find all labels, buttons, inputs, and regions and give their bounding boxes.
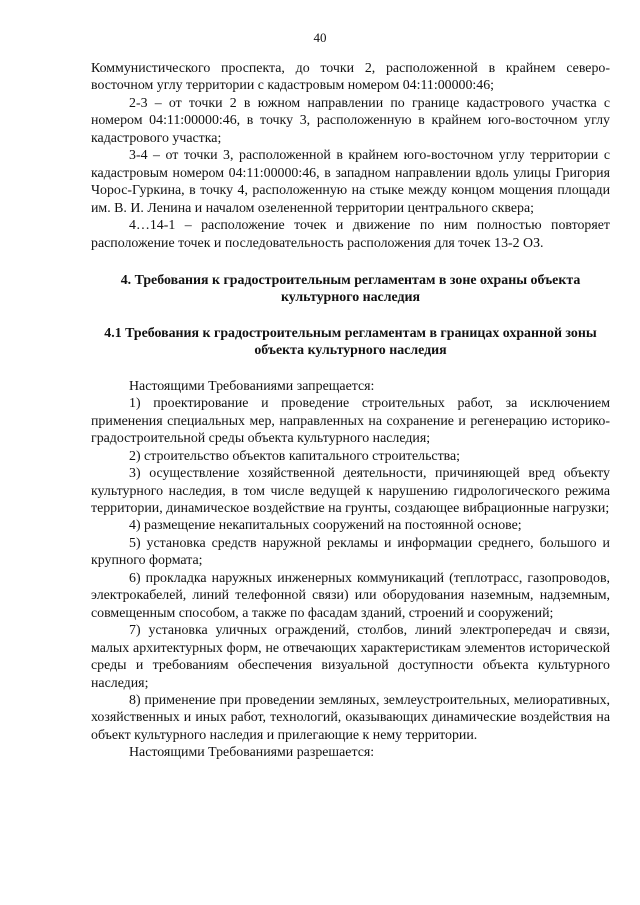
prohibited-item: 2) строительство объектов капитального строительства; bbox=[129, 448, 461, 464]
prohibited-intro: Настоящими Требованиями запрещается: bbox=[129, 378, 375, 394]
prohibited-item: 7) установка уличных ограждений, столбов, линий электропередач и связи, малых архитектурных форм, не отвечающих характеристикам элементов исторической среды и требованиям обеспечения визуальной доступности объекта культурного наследия; bbox=[91, 623, 610, 691]
boundary-paragraph-continued: Коммунистического проспекта, до точки 2, расположенной в крайнем северо-восточном углу территории с кадастровым номером 04:11:00000:46; bbox=[91, 61, 610, 94]
prohibited-item: 3) осуществление хозяйственной деятельности, причиняющей вред объекту культурного наследия, в том числе ведущей к нарушению гидрологического режима территории, динамическое воздействие на грунты, создающее вибрационные нагрузки; bbox=[91, 466, 610, 516]
prohibited-item: 5) установка средств наружной рекламы и информации среднего, большого и крупного формата; bbox=[91, 535, 610, 569]
boundary-segment-2-3: 2-3 – от точки 2 в южном направлении по границе кадастрового участка с номером 04:11:00000:46, в точку 3, расположенную в крайнем юго-восточном углу кадастрового участка; bbox=[91, 95, 610, 146]
page-number: 40 bbox=[313, 30, 327, 45]
boundary-segment-4-14: 4…14-1 – расположение точек и движение по ним полностью повторяет расположение точек и последовательность расположения для точек 13-2 ОЗ. bbox=[91, 218, 610, 251]
permitted-intro: Настоящими Требованиями разрешается: bbox=[129, 745, 375, 761]
subsection-heading: 4.1 Требования к градостроительным регламентам в границах охранной зоны объекта культурного наследия bbox=[104, 325, 597, 359]
boundary-segment-3-4: 3-4 – от точки 3, расположенной в крайнем юго-восточном углу территории с кадастровым номером 04:11:00000:46, в западном направлении вдоль улицы Григория Чорос-Гуркина, в точку 4, расположенную на стыке между концом мощения площади им. В. И. Ленина и началом озелененной территории центрального сквера; bbox=[91, 148, 610, 216]
prohibited-item: 1) проектирование и проведение строительных работ, за исключением применения специальных мер, направленных на сохранение и регенерацию историко-градостроительной среды объекта культурного наследия; bbox=[91, 396, 610, 447]
prohibited-item: 8) применение при проведении земляных, землеустроительных, мелиоративных, хозяйственных и иных работ, технологий, оказывающих динамические воздействия на объект культурного наследия и прилегающие к нему территории. bbox=[91, 692, 610, 743]
prohibited-item: 4) размещение некапитальных сооружений на постоянной основе; bbox=[129, 518, 522, 534]
page-content bbox=[91, 60, 610, 762]
section-heading: 4. Требования к градостроительным регламентам в зоне охраны объекта культурного наследия bbox=[120, 272, 581, 306]
prohibited-item: 6) прокладка наружных инженерных коммуникаций (теплотрасс, газопроводов, электрокабелей, линий телефонной связи) или оборудования наземным, надземным, совмещенным способом, а также по фасадам зданий, строений и сооружений; bbox=[91, 570, 610, 621]
